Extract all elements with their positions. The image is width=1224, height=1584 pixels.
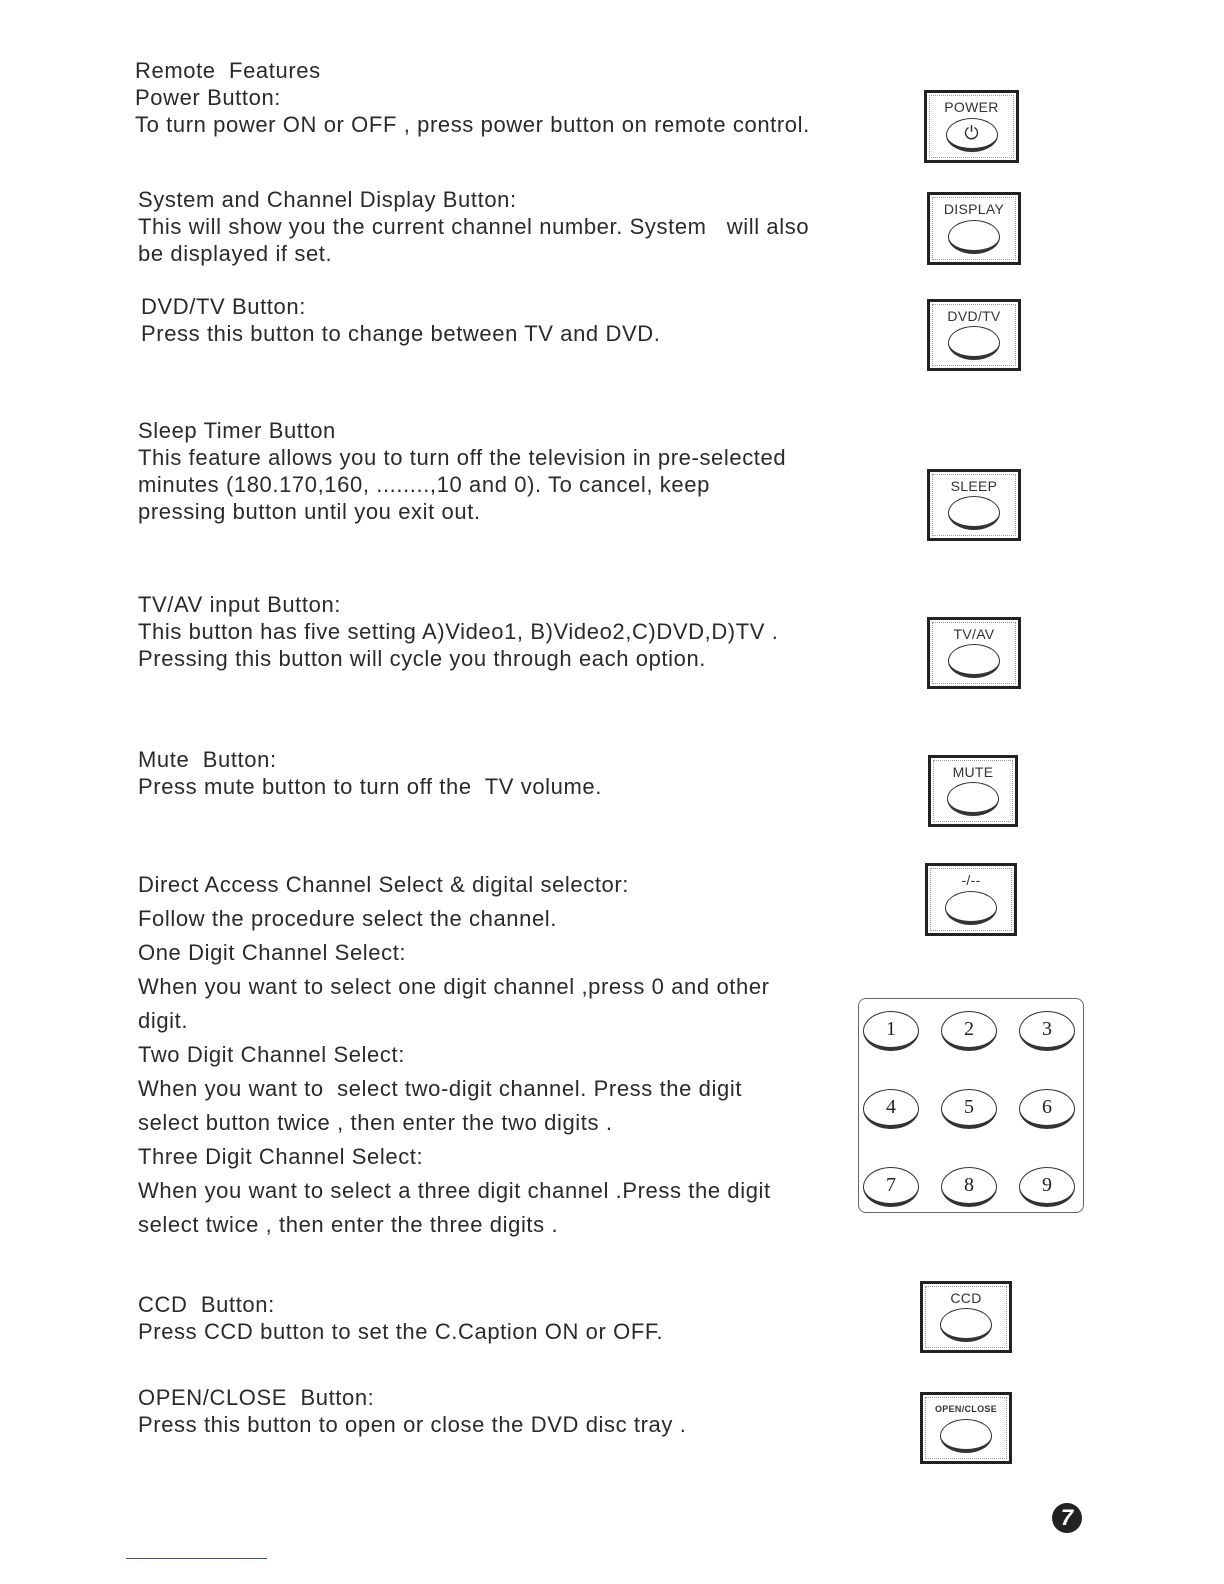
key-4: 4 <box>863 1089 919 1129</box>
oval-button-icon <box>948 644 1000 678</box>
page-number: 7 <box>1052 1503 1082 1533</box>
section-text: Power Button: <box>135 85 281 110</box>
oval-button-icon <box>948 220 1000 254</box>
oval-button-icon <box>947 782 999 816</box>
section-text: minutes (180.170,160, ........,10 and 0). To cancel, keep <box>138 472 710 497</box>
section-text: select button twice , then enter the two digits . <box>138 1110 613 1135</box>
digit-select-button-illustration <box>925 863 1017 936</box>
section-text: This will show you the current channel number. System will also <box>138 214 810 239</box>
section-text: One Digit Channel Select: <box>138 940 407 965</box>
button-label: MUTE <box>952 764 994 780</box>
power-icon: ⏻ <box>946 118 998 152</box>
button-label: -/-- <box>961 872 981 888</box>
section-heading: TV/AV input Button: <box>138 592 341 617</box>
key-8: 8 <box>941 1167 997 1207</box>
oval-button-icon <box>940 1308 992 1342</box>
section-heading: System and Channel Display Button: <box>138 187 517 212</box>
ccd-button-illustration <box>920 1281 1012 1353</box>
oval-button-icon <box>948 496 1000 530</box>
button-label: DVD/TV <box>947 308 1001 324</box>
button-label: SLEEP <box>950 478 998 494</box>
section-text: Press CCD button to set the C.Caption ON or OFF. <box>138 1319 664 1344</box>
key-9: 9 <box>1019 1167 1075 1207</box>
section-openclose <box>138 1384 686 1438</box>
section-tvav <box>138 591 778 672</box>
section-text: To turn power ON or OFF , press power button on remote control. <box>135 112 810 137</box>
section-heading: DVD/TV Button: <box>141 294 306 319</box>
section-heading: Sleep Timer Button <box>138 418 336 443</box>
section-dvdtv <box>141 293 660 347</box>
oval-button-icon <box>945 891 997 925</box>
section-text: pressing button until you exit out. <box>138 499 481 524</box>
section-text: When you want to select one digit channel ,press 0 and other <box>138 974 770 999</box>
section-heading: CCD Button: <box>138 1292 275 1317</box>
button-label: TV/AV <box>953 626 995 642</box>
button-label: OPEN/CLOSE <box>934 1404 997 1414</box>
section-text: be displayed if set. <box>138 241 333 266</box>
mute-button-illustration <box>928 755 1018 827</box>
section-text: Press mute button to turn off the TV volume. <box>138 774 602 799</box>
section-power <box>135 57 810 138</box>
section-ccd <box>138 1291 663 1345</box>
power-button-illustration <box>924 90 1019 163</box>
openclose-button-illustration <box>920 1392 1012 1464</box>
section-text: When you want to select a three digit channel .Press the digit <box>138 1178 771 1203</box>
button-label: DISPLAY <box>943 201 1005 217</box>
section-text: Press this button to open or close the DVD disc tray . <box>138 1412 687 1437</box>
button-label: POWER <box>944 99 999 115</box>
section-text: When you want to select two-digit channel. Press the digit <box>138 1076 743 1101</box>
section-text: select twice , then enter the three digits . <box>138 1212 559 1237</box>
section-text: Pressing this button will cycle you through each option. <box>138 646 707 671</box>
section-text: Three Digit Channel Select: <box>138 1144 424 1169</box>
key-3: 3 <box>1019 1011 1075 1051</box>
section-heading: Remote Features <box>135 58 321 83</box>
section-display <box>138 186 809 267</box>
section-heading: Direct Access Channel Select & digital selector: <box>138 872 630 897</box>
section-text: Two Digit Channel Select: <box>138 1042 405 1067</box>
display-button-illustration <box>927 192 1021 265</box>
oval-button-icon <box>948 326 1000 360</box>
section-heading: OPEN/CLOSE Button: <box>138 1385 375 1410</box>
oval-button-icon <box>940 1419 992 1453</box>
footer-line <box>126 1558 267 1559</box>
key-2: 2 <box>941 1011 997 1051</box>
dvdtv-button-illustration <box>927 299 1021 371</box>
key-7: 7 <box>863 1167 919 1207</box>
section-mute <box>138 746 602 800</box>
tvav-button-illustration <box>927 617 1021 689</box>
number-keypad <box>858 998 1084 1213</box>
section-direct <box>138 868 771 1242</box>
key-1: 1 <box>863 1011 919 1051</box>
section-text: digit. <box>138 1008 189 1033</box>
section-text: This button has five setting A)Video1, B)Video2,C)DVD,D)TV . <box>138 619 779 644</box>
key-5: 5 <box>941 1089 997 1129</box>
section-sleep <box>138 417 786 525</box>
button-label: CCD <box>950 1290 982 1306</box>
sleep-button-illustration <box>927 469 1021 541</box>
section-text: Press this button to change between TV and DVD. <box>141 321 661 346</box>
section-text: This feature allows you to turn off the television in pre-selected <box>138 445 787 470</box>
section-text: Follow the procedure select the channel. <box>138 906 558 931</box>
section-heading: Mute Button: <box>138 747 277 772</box>
key-6: 6 <box>1019 1089 1075 1129</box>
